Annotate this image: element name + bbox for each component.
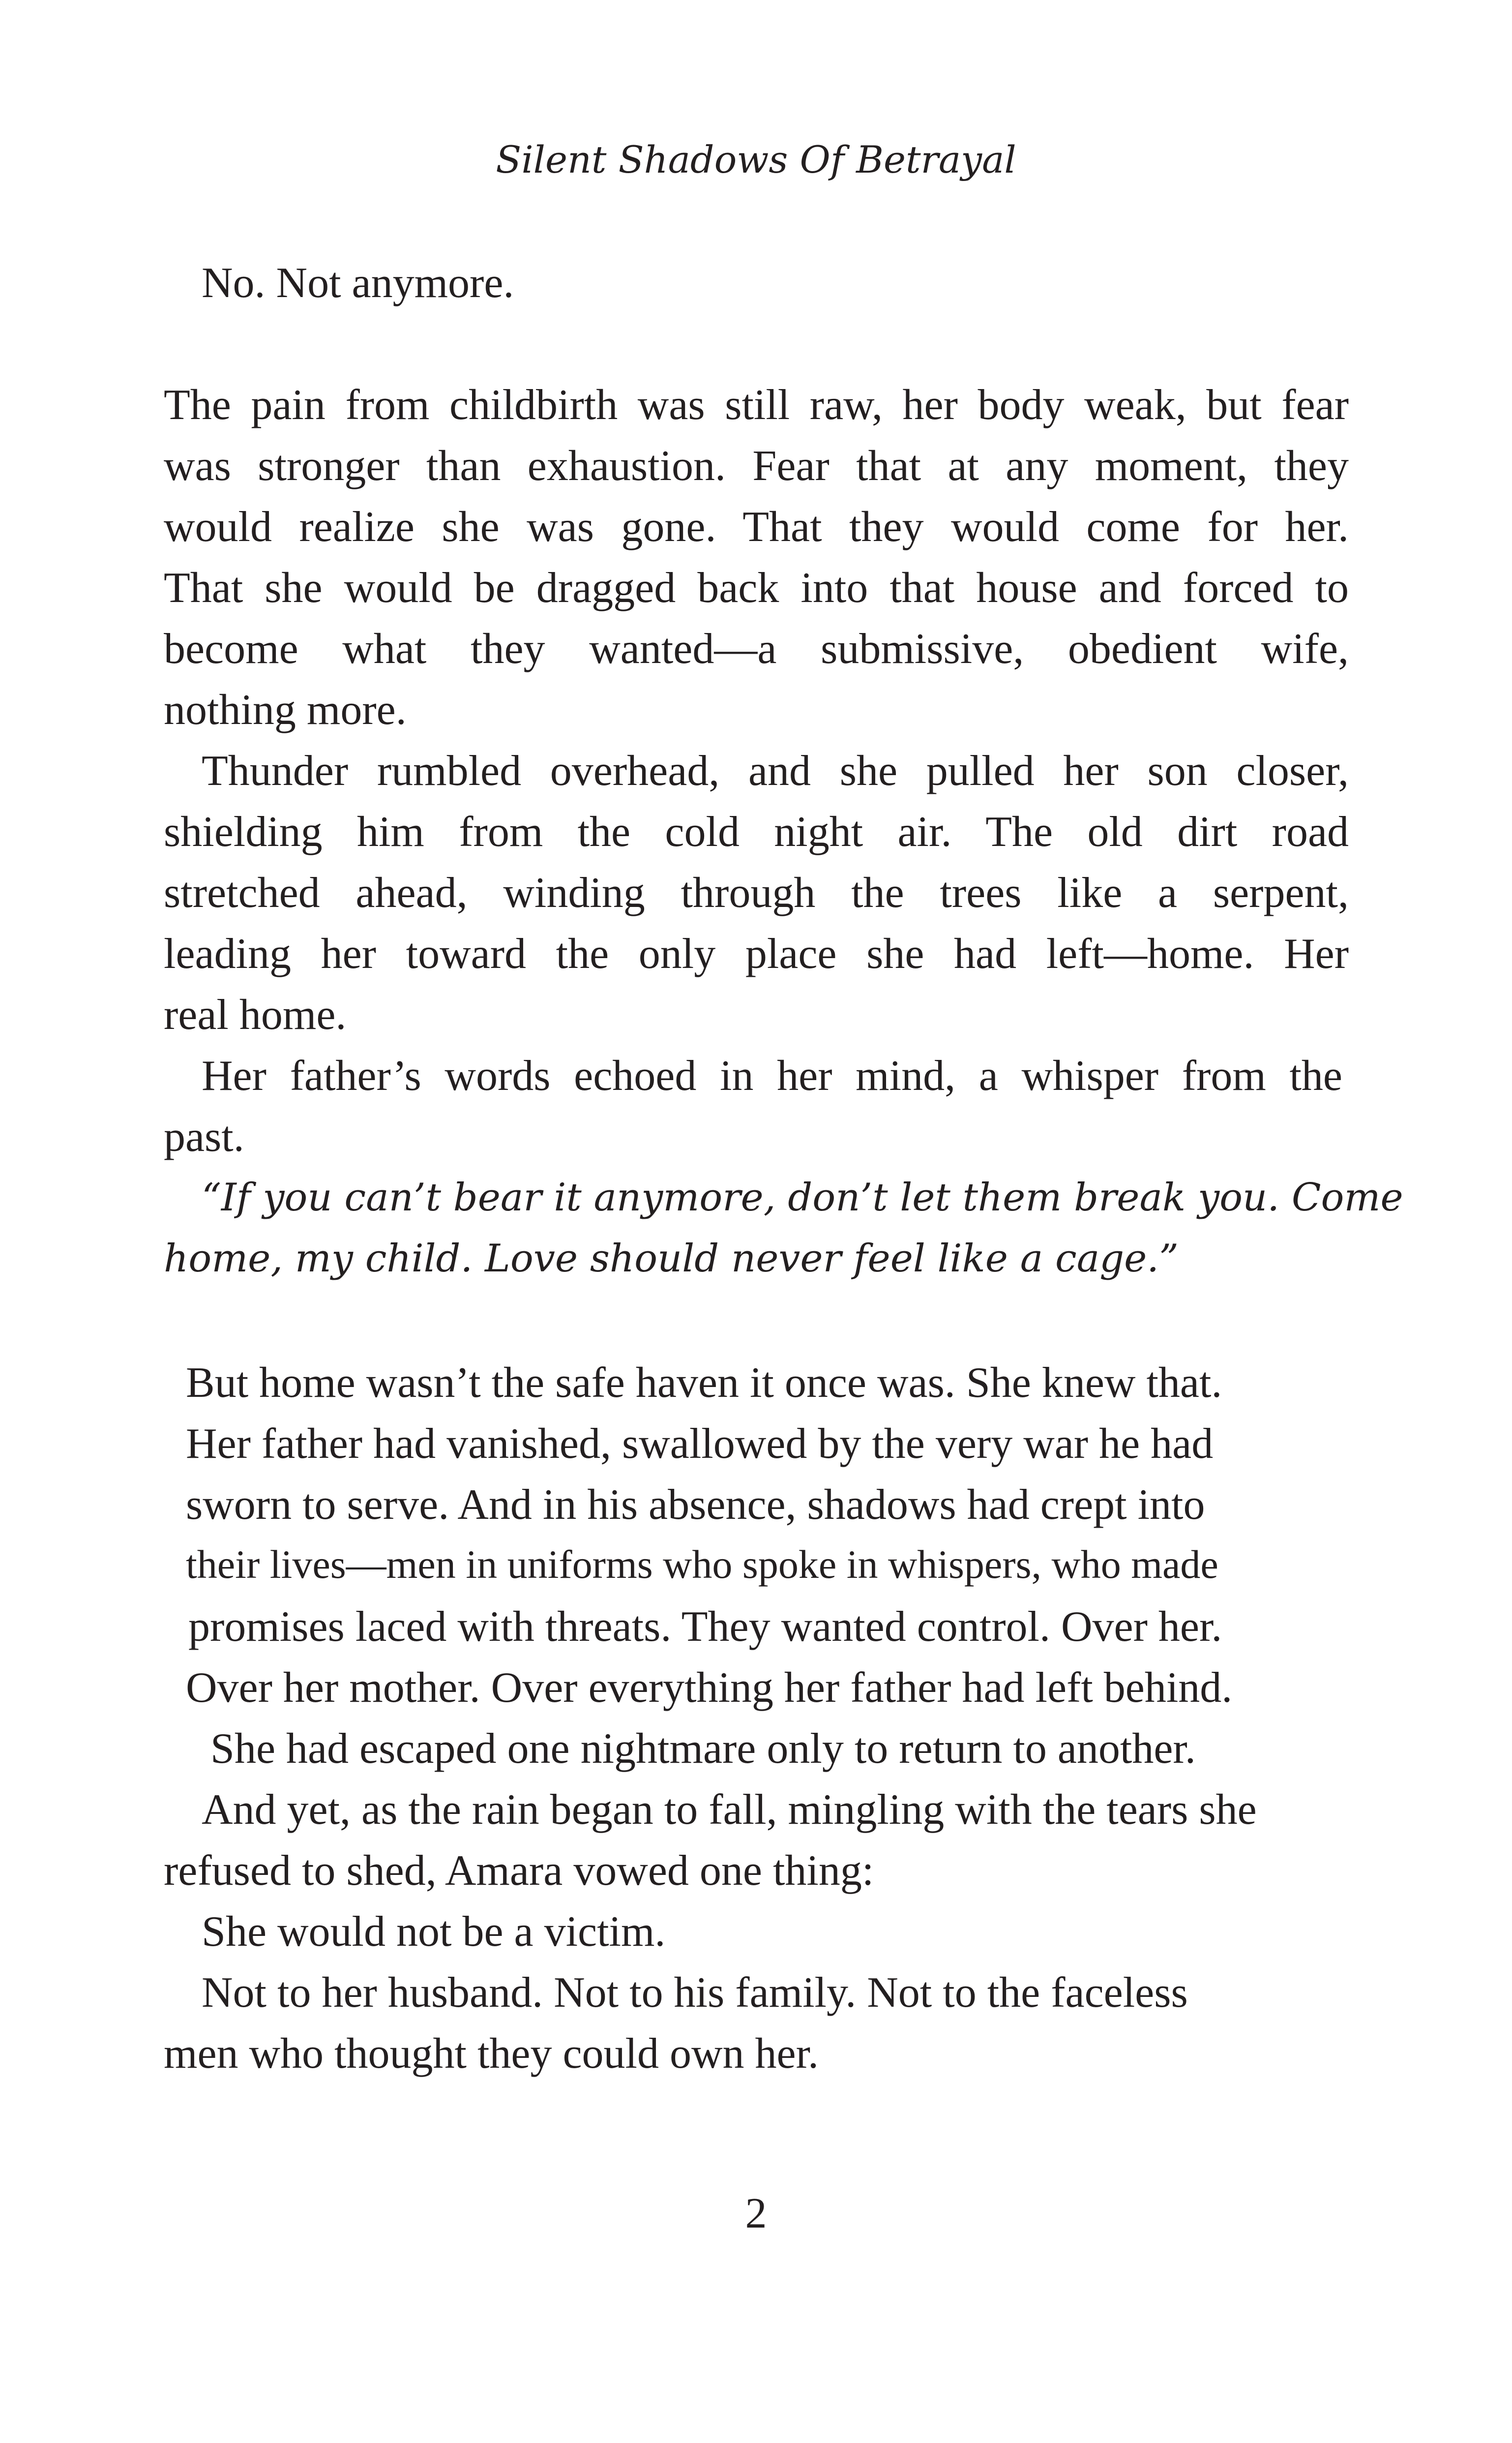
running-header: Silent Shadows Of Betrayal xyxy=(496,138,1016,181)
quote-line: home, my child. Love should never feel like a cage.” xyxy=(164,1237,1179,1281)
text-line: their lives—men in uniforms who spoke in whispers, who made xyxy=(186,1542,1218,1587)
text-line: would realize she was gone. That they would come for her. xyxy=(164,503,1349,551)
text-line: The pain from childbirth was still raw, her body weak, but fear xyxy=(164,381,1349,429)
text-line: was stronger than exhaustion. Fear that at any moment, they xyxy=(164,442,1349,490)
text-line: real home. xyxy=(164,991,347,1039)
text-line: No. Not anymore. xyxy=(202,259,514,307)
text-line: men who thought they could own her. xyxy=(164,2030,819,2078)
text-line: nothing more. xyxy=(164,686,407,734)
text-line: That she would be dragged back into that house and forced to xyxy=(164,564,1349,612)
text-line: Thunder rumbled overhead, and she pulled her son closer, xyxy=(202,747,1349,795)
text-line: past. xyxy=(164,1113,244,1161)
text-line: And yet, as the rain began to fall, mingling with the tears she xyxy=(202,1786,1257,1834)
text-line: Not to her husband. Not to his family. Not to the faceless xyxy=(202,1969,1188,2017)
text-line: She would not be a victim. xyxy=(202,1908,666,1956)
text-line: She had escaped one nightmare only to return to another. xyxy=(210,1725,1196,1773)
text-line: leading her toward the only place she had left—home. Her xyxy=(164,930,1349,978)
text-line: Her father’s words echoed in her mind, a whisper from the xyxy=(202,1052,1342,1100)
text-line: refused to shed, Amara vowed one thing: xyxy=(164,1847,874,1895)
page-number: 2 xyxy=(745,2190,767,2237)
text-line: But home wasn’t the safe haven it once was. She knew that. xyxy=(186,1359,1222,1407)
quote-line: “If you can’t bear it anymore, don’t let them break you. Come xyxy=(202,1176,1403,1220)
text-line: Over her mother. Over everything her father had left behind. xyxy=(186,1664,1233,1712)
text-line: shielding him from the cold night air. The old dirt road xyxy=(164,808,1349,856)
text-line: Her father had vanished, swallowed by the very war he had xyxy=(186,1420,1214,1468)
text-line: promises laced with threats. They wanted control. Over her. xyxy=(188,1603,1222,1651)
text-line: sworn to serve. And in his absence, shadows had crept into xyxy=(186,1481,1205,1529)
text-line: stretched ahead, winding through the trees like a serpent, xyxy=(164,869,1349,917)
text-line: become what they wanted—a submissive, obedient wife, xyxy=(164,625,1349,673)
